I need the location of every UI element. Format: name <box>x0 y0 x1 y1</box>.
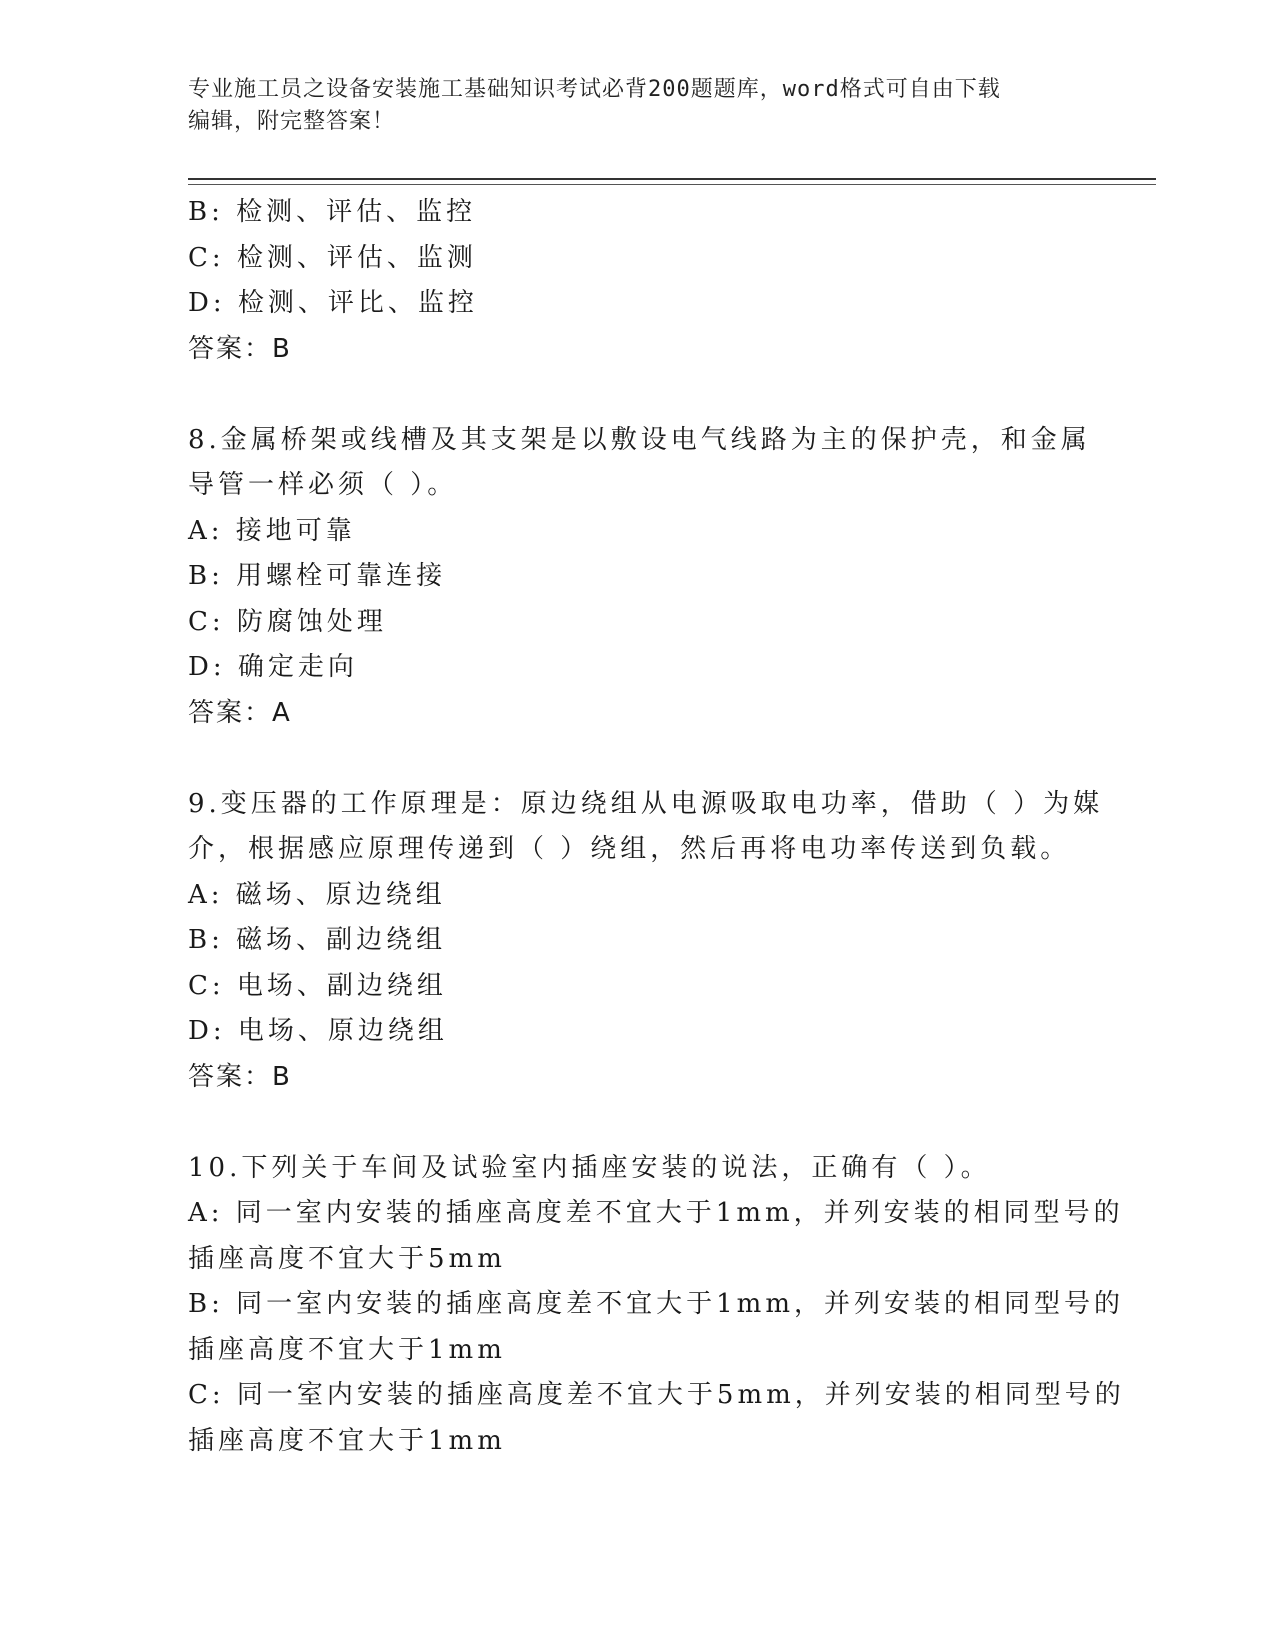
question-9 <box>188 782 1104 1101</box>
option-b: B: 检测、评估、监控 <box>188 197 477 227</box>
header-title-line-1: 专业施工员之设备安装施工基础知识考试必背200题题库，word格式可自由下载 <box>188 77 1001 102</box>
question-8 <box>188 418 1091 737</box>
option-b: B: 磁场、副边绕组 <box>188 925 447 955</box>
option-b: B: 用螺栓可靠连接 <box>188 561 447 591</box>
answer: 答案：A <box>188 697 292 728</box>
question-stem-line: 10.下列关于车间及试验室内插座安装的说法，正确有（ ）。 <box>188 1152 991 1183</box>
header-title-line-2: 编辑，附完整答案！ <box>188 109 396 134</box>
option-d: D: 检测、评比、监控 <box>188 288 478 318</box>
document-header <box>188 74 1068 138</box>
option-a: A: 接地可靠 <box>188 515 356 546</box>
answer: 答案：B <box>188 333 292 364</box>
header-divider-thin <box>188 184 1156 185</box>
question-stem-line: 导管一样必须（ ）。 <box>188 470 458 500</box>
option-a: A: 同一室内安装的插座高度差不宜大于1mm，并列安装的相同型号的 <box>188 1198 1124 1228</box>
option-c: C: 电场、副边绕组 <box>188 970 447 1001</box>
option-c: C: 防腐蚀处理 <box>188 606 387 637</box>
option-d: D: 电场、原边绕组 <box>188 1016 448 1046</box>
option-a-continued: 插座高度不宜大于5mm <box>188 1243 506 1274</box>
question-10 <box>188 1146 1125 1465</box>
header-divider-thick <box>188 178 1156 180</box>
option-b: B: 同一室内安装的插座高度差不宜大于1mm，并列安装的相同型号的 <box>188 1289 1124 1319</box>
option-c: C: 检测、评估、监测 <box>188 242 477 273</box>
option-a: A: 磁场、原边绕组 <box>188 879 446 910</box>
spacer <box>188 736 1088 782</box>
question-7-continued <box>188 190 1088 372</box>
option-d: D: 确定走向 <box>188 652 358 682</box>
option-c: C: 同一室内安装的插座高度差不宜大于5mm，并列安装的相同型号的 <box>188 1380 1125 1410</box>
question-stem-line: 介，根据感应原理传递到（ ）绕组，然后再将电功率传送到负载。 <box>188 834 1071 864</box>
spacer <box>188 1100 1088 1146</box>
spacer <box>188 372 1088 418</box>
answer: 答案：B <box>188 1061 292 1092</box>
question-stem-line: 9.变压器的工作原理是：原边绕组从电源吸取电功率，借助（ ）为媒 <box>188 788 1104 819</box>
question-stem-line: 8.金属桥架或线槽及其支架是以敷设电气线路为主的保护壳，和金属 <box>188 424 1091 455</box>
option-c-continued: 插座高度不宜大于1mm <box>188 1425 506 1456</box>
option-b-continued: 插座高度不宜大于1mm <box>188 1334 506 1365</box>
question-list <box>188 190 1125 1464</box>
